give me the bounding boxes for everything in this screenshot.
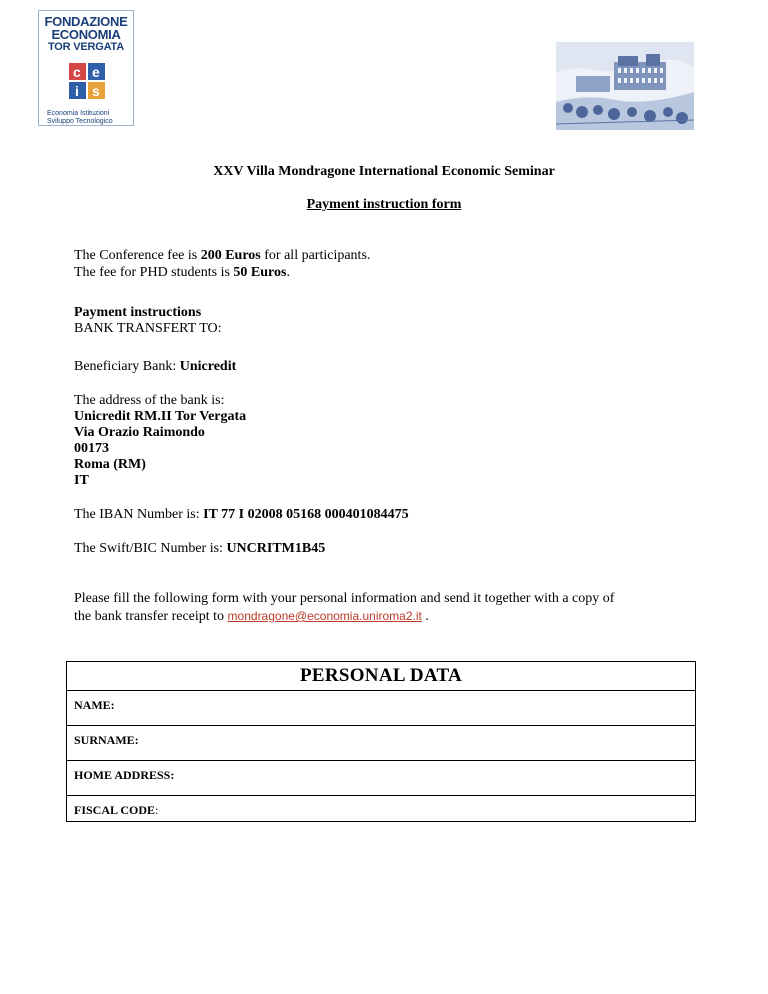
iban-label: The IBAN Number is: [74,507,204,522]
svg-text:c: c [73,64,81,80]
beneficiary-line [74,358,236,375]
instructions-text: the bank transfer receipt to [74,609,228,624]
svg-text:e: e [92,64,100,80]
payment-heading [74,304,201,321]
logo-tagline-1: Economia Istituzioni [47,110,110,117]
bank-address-line [74,424,205,441]
foundation-logo [38,10,134,126]
personal-data-table [66,661,696,822]
logo-line-3: TOR VERGATA [47,41,125,53]
conference-fee-line [74,247,370,264]
logo-tagline [47,110,131,126]
bank-address-line [74,440,109,457]
fee-text: for all participants. [260,248,371,263]
swift-line [74,540,325,557]
fee-amount: 200 Euros [200,248,261,263]
fee-text: The Conference fee is [74,248,201,263]
fiscal-code-label: FISCAL CODE [74,803,156,817]
bank-address-line [74,408,246,425]
instructions-line-2 [74,608,429,625]
address-line-1: Unicredit RM.II Tor Vergata [74,409,247,424]
logo-tagline-2: Sviluppo Tecnologico [47,118,113,125]
transfer-line: BANK TRANSFERT TO: [74,321,222,336]
svg-text:i: i [75,83,79,99]
address-line-5: IT [74,473,89,488]
logo-line-1: FONDAZIONE [44,14,128,29]
iban-line [74,506,409,523]
phd-fee-text: . [286,265,290,280]
name-field[interactable] [67,691,696,726]
svg-text:s: s [92,83,100,99]
beneficiary-label: Beneficiary Bank: [74,359,180,374]
instructions-text: . [421,609,429,624]
address-line-3: 00173 [74,441,109,456]
logo-wordmark [39,15,133,54]
payment-heading-text: Payment instructions [74,305,202,320]
instructions-line-1: Please fill the following form with your personal information and send it together with a copy of [74,591,615,606]
personal-data-heading: PERSONAL DATA [67,662,696,691]
name-label: NAME: [74,698,115,712]
surname-field[interactable] [67,726,696,761]
ceis-mark-icon [67,61,107,101]
bank-address-line [74,472,89,489]
home-address-field[interactable] [67,761,696,796]
home-address-label: HOME ADDRESS: [74,768,175,782]
bank-address-line [74,456,146,473]
address-line-2: Via Orazio Raimondo [74,425,205,440]
swift-label: The Swift/BIC Number is: [74,541,227,556]
beneficiary-value: Unicredit [179,359,237,374]
villa-engraving-image [556,42,694,130]
surname-label: SURNAME: [74,733,139,747]
address-line-4: Roma (RM) [74,457,146,472]
swift-value: UNCRITM1B45 [226,541,326,556]
fiscal-code-colon: : [155,803,159,817]
iban-value: IT 77 I 02008 05168 000401084475 [203,507,409,522]
fiscal-code-field[interactable] [67,796,696,822]
seminar-title: XXV Villa Mondragone International Economic Seminar [213,164,555,179]
logo-line-2: ECONOMIA [51,27,121,42]
bank-address-label: The address of the bank is: [74,393,225,408]
phd-fee-line [74,264,290,281]
email-link[interactable]: mondragone@economia.uniroma2.it [227,609,422,623]
phd-fee-amount: 50 Euros [233,265,287,280]
phd-fee-text: The fee for PHD students is [74,265,234,280]
form-subtitle: Payment instruction form [306,197,462,212]
